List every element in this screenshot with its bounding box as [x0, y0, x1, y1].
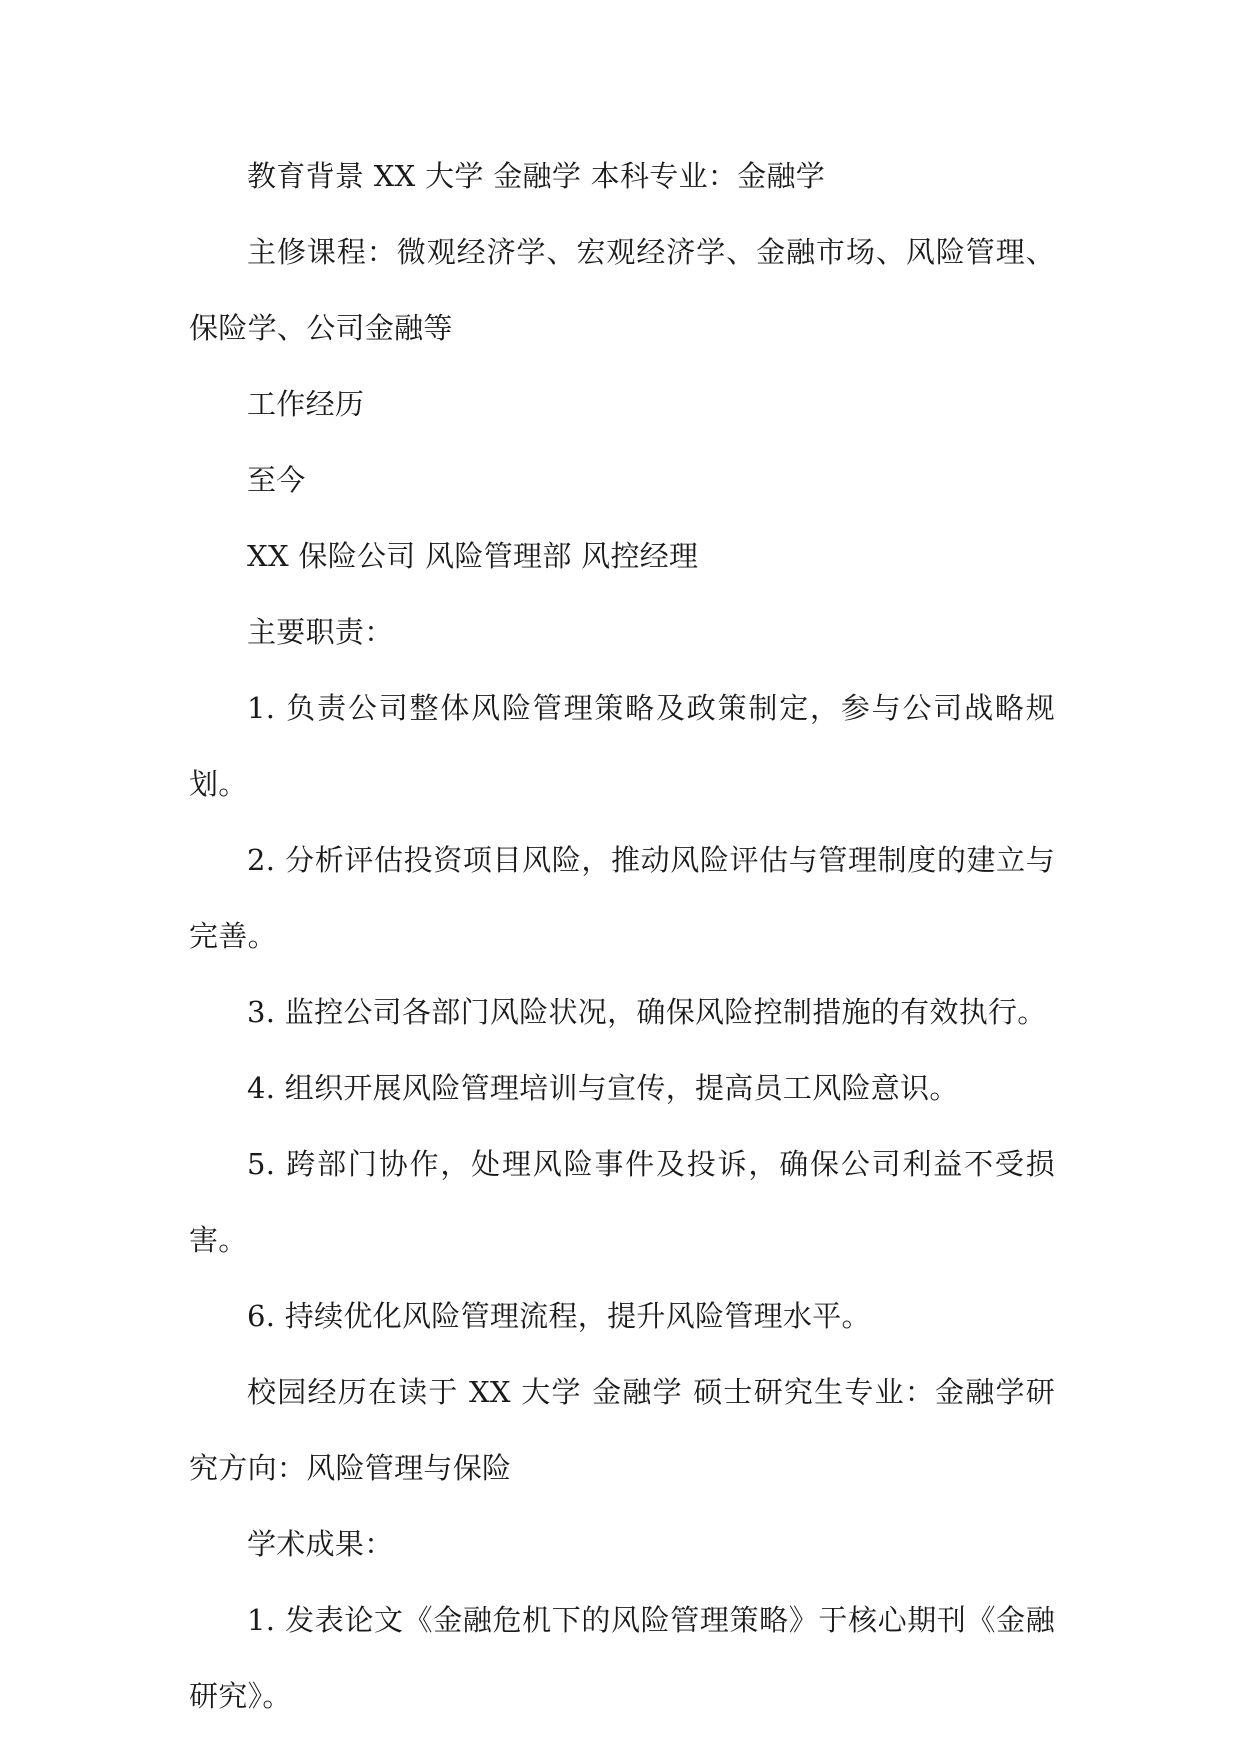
document-body	[189, 138, 1055, 1734]
duty-item: 3. 监控公司各部门风险状况，确保风险控制措施的有效执行。	[247, 995, 1047, 1029]
achievement-item: 1. 发表论文《金融危机下的风险管理策略》于核心期刊《金融研究》。	[189, 1603, 1055, 1713]
employer-line: XX 保险公司 风险管理部 风控经理	[247, 539, 699, 573]
academic-achievements-heading: 学术成果：	[247, 1527, 394, 1561]
duty-item: 4. 组织开展风险管理培训与宣传，提高员工风险意识。	[247, 1071, 959, 1105]
duty-item: 2. 分析评估投资项目风险，推动风险评估与管理制度的建立与完善。	[189, 843, 1055, 953]
campus-experience-paragraph: 校园经历在读于 XX 大学 金融学 硕士研究生专业：金融学研究方向：风险管理与保险	[189, 1375, 1055, 1485]
courses-paragraph: 主修课程：微观经济学、宏观经济学、金融市场、风险管理、保险学、公司金融等	[189, 235, 1055, 345]
duties-heading: 主要职责：	[247, 615, 394, 649]
duty-item: 5. 跨部门协作，处理风险事件及投诉，确保公司利益不受损害。	[189, 1147, 1055, 1257]
work-period: 至今	[247, 463, 306, 497]
education-paragraph: 教育背景 XX 大学 金融学 本科专业：金融学	[247, 159, 826, 193]
work-experience-heading: 工作经历	[247, 387, 365, 421]
duty-item: 1. 负责公司整体风险管理策略及政策制定，参与公司战略规划。	[189, 691, 1055, 801]
duty-item: 6. 持续优化风险管理流程，提升风险管理水平。	[247, 1299, 871, 1333]
